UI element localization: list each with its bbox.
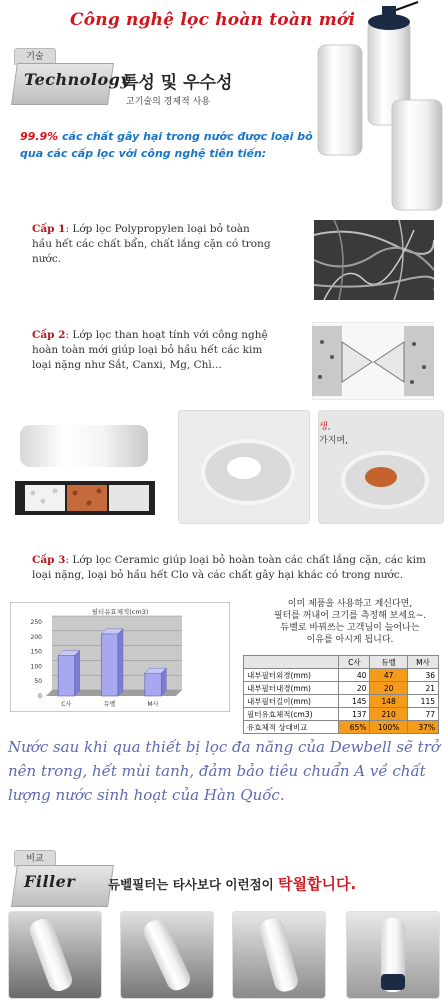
table-row-label: 내부필터내경(mm) bbox=[244, 682, 339, 695]
table-header-cell: 듀벨 bbox=[370, 656, 407, 669]
note-line: 이유를 아시게 됩니다. bbox=[306, 635, 394, 645]
filter-cartridge-photo bbox=[20, 425, 148, 467]
filter-photo-strip bbox=[0, 405, 448, 530]
comparison-headline bbox=[108, 873, 356, 894]
table-cell: 145 bbox=[339, 695, 370, 708]
stage-label: Cấp 3 bbox=[32, 554, 66, 566]
photo-overlay-text-1: 생, bbox=[319, 422, 331, 432]
x-tick-label: 듀벨 bbox=[103, 701, 116, 708]
tagline-percent: 99.9% bbox=[20, 130, 59, 143]
table-row bbox=[244, 721, 439, 734]
table-cell: 21 bbox=[407, 682, 438, 695]
product-photo bbox=[8, 911, 102, 999]
chart-bar-side bbox=[75, 650, 80, 696]
table-cell: 137 bbox=[339, 708, 370, 721]
chart-bar bbox=[145, 673, 161, 696]
table-cell: 100% bbox=[370, 721, 407, 734]
y-tick-label: 150 bbox=[30, 648, 42, 656]
table-header-cell bbox=[244, 656, 339, 669]
note-line: 필터를 꺼내어 크기를 측정해 보세요~. bbox=[273, 611, 427, 621]
stage-1-caption bbox=[32, 222, 272, 267]
korean-subheading: 고기술의 경제적 사용 bbox=[126, 97, 210, 107]
x-tick-label: C사 bbox=[61, 701, 72, 708]
table-cell: 148 bbox=[370, 695, 407, 708]
filler-folder bbox=[14, 850, 104, 905]
tagline-text: các chất gây hại trong nước được loại bỏ qua các cấp lọc với công nghệ tiên tiến: bbox=[20, 130, 313, 160]
note-line: 이미 제품을 사용하고 계신다면, bbox=[287, 599, 413, 609]
table-cell: 115 bbox=[407, 695, 438, 708]
filter-cross-section-image bbox=[15, 473, 155, 523]
y-tick-label: 250 bbox=[30, 619, 42, 626]
carbon-filter-diagram bbox=[312, 322, 434, 400]
table-row-label: 유효체적 상대비교 bbox=[244, 721, 339, 734]
product-photo bbox=[120, 911, 214, 999]
comparison-highlight: 탁월합니다. bbox=[278, 875, 357, 893]
comparison-table bbox=[243, 655, 439, 734]
table-cell: 40 bbox=[339, 669, 370, 682]
table-cell: 37% bbox=[407, 721, 438, 734]
folder-word: Technology bbox=[24, 70, 131, 89]
table-row bbox=[244, 682, 439, 695]
note-line: 듀벨로 바꿔쓰는 고객님이 늘어나는 bbox=[280, 623, 420, 633]
technology-folder bbox=[14, 48, 131, 103]
tagline bbox=[20, 128, 320, 162]
page-title: Công nghệ lọc hoàn toàn mới bbox=[70, 10, 356, 30]
folder-tab-label: 기술 bbox=[14, 48, 56, 65]
ceramic-balls-photo bbox=[178, 410, 310, 524]
korean-note bbox=[252, 598, 448, 646]
stage-text: : Lớp lọc Polypropylen loại bỏ toàn hầu hết các chất bẩn, chất lắng cặn có trong nước. bbox=[32, 223, 271, 265]
volume-bar-chart bbox=[10, 602, 230, 712]
table-row bbox=[244, 695, 439, 708]
table-row-label: 내부필터길이(mm) bbox=[244, 695, 339, 708]
comparison-text: 듀벨필터는 타사보다 이런점이 bbox=[108, 877, 279, 892]
table-row-label: 필터유효체적(cm3) bbox=[244, 708, 339, 721]
y-tick-label: 0 bbox=[38, 693, 42, 700]
y-tick-label: 50 bbox=[34, 678, 42, 686]
table-cell: 20 bbox=[339, 682, 370, 695]
product-photo bbox=[346, 911, 440, 999]
mineral-balls-photo bbox=[318, 410, 444, 524]
chart-bar-side bbox=[161, 668, 166, 696]
product-photo-row bbox=[0, 911, 448, 999]
stage-label: Cấp 2 bbox=[32, 329, 66, 341]
result-note: Nước sau khi qua thiết bị lọc đa năng của Dewbell sẽ trở nên trong, hết mùi tanh, đảm bảo tiêu chuẩn A về chất lượng nước sinh hoạt của Hàn Quốc. bbox=[8, 738, 440, 804]
stage-label: Cấp 1 bbox=[32, 223, 66, 235]
y-tick-label: 200 bbox=[30, 633, 42, 641]
table-cell: 20 bbox=[370, 682, 407, 695]
table-cell: 77 bbox=[407, 708, 438, 721]
y-tick-label: 100 bbox=[30, 663, 42, 671]
chart-bar-side bbox=[118, 629, 123, 696]
table-cell: 210 bbox=[370, 708, 407, 721]
chart-bar bbox=[101, 634, 117, 696]
table-header-cell: C사 bbox=[339, 656, 370, 669]
filter-cartridges-image bbox=[300, 0, 448, 215]
table-cell: 36 bbox=[407, 669, 438, 682]
table-row-label: 내부필터외경(mm) bbox=[244, 669, 339, 682]
table-header-cell: M사 bbox=[407, 656, 438, 669]
folder-tab-label: 비교 bbox=[14, 850, 56, 867]
x-tick-label: M사 bbox=[147, 701, 159, 708]
table-header-row bbox=[244, 656, 439, 669]
stage-text: : Lớp lọc than hoạt tính với công nghệ hoàn toàn mới giúp loại bỏ hầu hết các kim loại nặng như Sắt, Canxi, Mg, Chì... bbox=[32, 329, 268, 371]
product-photo bbox=[232, 911, 326, 999]
table-cell: 47 bbox=[370, 669, 407, 682]
folder-word: Filler bbox=[24, 872, 76, 891]
stage-text: : Lớp lọc Ceramic giúp loại bỏ hoàn toàn các chất lắng cặn, các kim loại nặng, loại bỏ hầu hết Clo và các chất gây hại khác có trong nước. bbox=[32, 554, 426, 581]
chart-title: 필터유효체적(cm3) bbox=[91, 608, 149, 616]
table-row bbox=[244, 708, 439, 721]
stage-3-caption bbox=[32, 553, 432, 583]
fiber-microscope-image bbox=[314, 220, 434, 300]
table-row bbox=[244, 669, 439, 682]
stage-2-caption bbox=[32, 328, 282, 373]
table-cell: 65% bbox=[339, 721, 370, 734]
chart-bar bbox=[58, 655, 74, 696]
korean-heading: 특성 및 우수성 bbox=[122, 73, 233, 93]
photo-overlay-text-2: 가지며, bbox=[319, 436, 348, 446]
